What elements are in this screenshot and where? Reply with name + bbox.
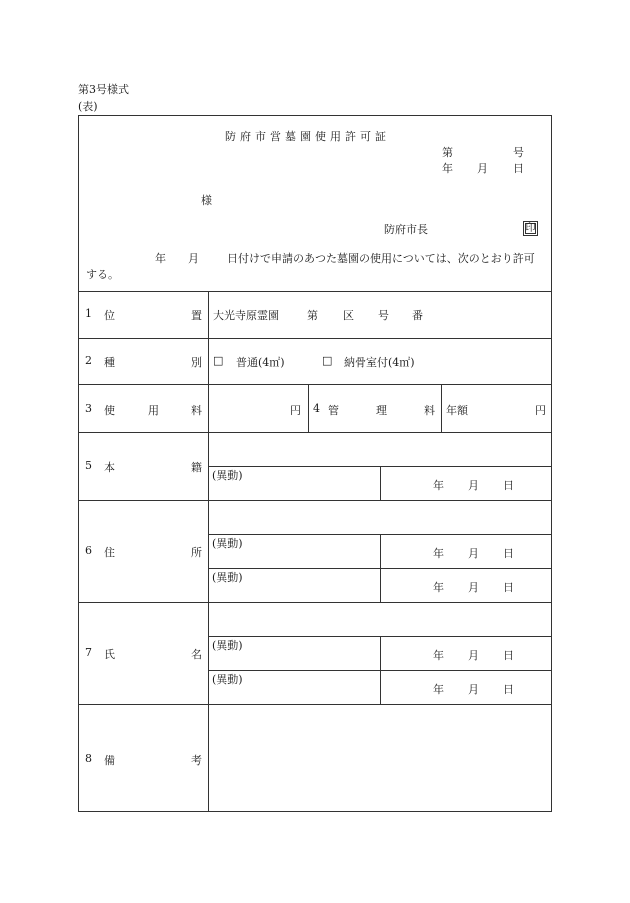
row-divider: [79, 602, 551, 603]
location-go: 号: [378, 309, 389, 322]
date-divider: [380, 466, 381, 500]
change-year: 年: [433, 649, 444, 662]
location-dai: 第: [307, 309, 318, 322]
addressee-suffix: 様: [201, 194, 212, 207]
change-day: 日: [503, 547, 514, 560]
label-mgmt-b: 料: [424, 404, 435, 417]
row-divider: [79, 704, 551, 705]
label-remarks-a: 備: [104, 754, 115, 767]
row-divider: [79, 291, 551, 292]
issue-date-day: 日: [513, 162, 524, 175]
date-divider: [380, 636, 381, 704]
row-divider: [79, 338, 551, 339]
row-number: 8: [85, 752, 92, 765]
label-mgmt-mid: 理: [376, 404, 387, 417]
label-location-b: 置: [191, 309, 202, 322]
change-year: 年: [433, 581, 444, 594]
annual-label: 年額: [446, 404, 468, 417]
change-month: 月: [468, 581, 479, 594]
change-month: 月: [468, 649, 479, 662]
label-name-b: 名: [191, 648, 202, 661]
row-number: 7: [85, 646, 92, 659]
form-side: (表): [78, 100, 98, 113]
label-name-a: 氏: [104, 648, 115, 661]
body-month: 月: [188, 252, 199, 265]
row-number: 5: [85, 459, 92, 472]
label-location-a: 位: [104, 309, 115, 322]
change-label: (異動): [212, 537, 243, 550]
label-fee-mid: 用: [148, 404, 159, 417]
label-domicile-b: 籍: [191, 461, 202, 474]
change-label: (異動): [212, 571, 243, 584]
label-domicile-a: 本: [104, 461, 115, 474]
issue-date-year: 年: [442, 162, 453, 175]
certificate-title: 防府市営墓園使用許可証: [225, 130, 390, 143]
seal-mark: 印: [523, 221, 538, 236]
change-month: 月: [468, 547, 479, 560]
option-ordinary: 普通(4㎡): [236, 356, 285, 369]
change-label: (異動): [212, 673, 243, 686]
change-year: 年: [433, 547, 444, 560]
fee-divider: [441, 384, 442, 432]
label-remarks-b: 考: [191, 754, 202, 767]
label-fee-a: 使: [104, 404, 115, 417]
row-divider: [79, 500, 551, 501]
row-number: 6: [85, 544, 92, 557]
label-type-b: 別: [191, 356, 202, 369]
label-fee-b: 料: [191, 404, 202, 417]
fee-divider: [308, 384, 309, 432]
date-divider: [380, 534, 381, 602]
change-label: (異動): [212, 469, 243, 482]
change-day: 日: [503, 479, 514, 492]
mgmt-yen: 円: [535, 404, 546, 417]
row-number: 1: [85, 307, 92, 320]
label-column-divider: [208, 291, 209, 811]
change-year: 年: [433, 683, 444, 696]
cemetery-name: 大光寺原霊園: [213, 309, 279, 322]
label-address-b: 所: [191, 546, 202, 559]
change-year: 年: [433, 479, 444, 492]
label-type-a: 種: [104, 356, 115, 369]
label-mgmt-a: 管: [328, 404, 339, 417]
row-number: 4: [313, 402, 320, 415]
change-day: 日: [503, 581, 514, 594]
body-text-line-2: する。: [86, 268, 119, 281]
form-number: 第3号様式: [78, 83, 129, 96]
change-month: 月: [468, 683, 479, 696]
body-year: 年: [155, 252, 166, 265]
body-text-line-1: 日付けで申請のあつた墓園の使用については、次のとおり許可: [227, 252, 535, 265]
checkbox-ordinary[interactable]: □: [213, 354, 224, 367]
row-number: 3: [85, 402, 92, 415]
option-ossuary: 納骨室付(4㎡): [344, 356, 415, 369]
location-ku: 区: [343, 309, 354, 322]
checkbox-ossuary[interactable]: □: [322, 354, 333, 367]
row-divider: [79, 432, 551, 433]
number-suffix: 号: [513, 146, 524, 159]
issuer: 防府市長: [384, 223, 428, 236]
change-label: (異動): [212, 639, 243, 652]
location-ban: 番: [412, 309, 423, 322]
label-address-a: 住: [104, 546, 115, 559]
permit-form: [78, 115, 552, 812]
change-day: 日: [503, 683, 514, 696]
fee-yen: 円: [290, 404, 301, 417]
change-month: 月: [468, 479, 479, 492]
number-prefix: 第: [442, 146, 453, 159]
issue-date-month: 月: [477, 162, 488, 175]
row-number: 2: [85, 354, 92, 367]
change-day: 日: [503, 649, 514, 662]
row-divider: [79, 384, 551, 385]
